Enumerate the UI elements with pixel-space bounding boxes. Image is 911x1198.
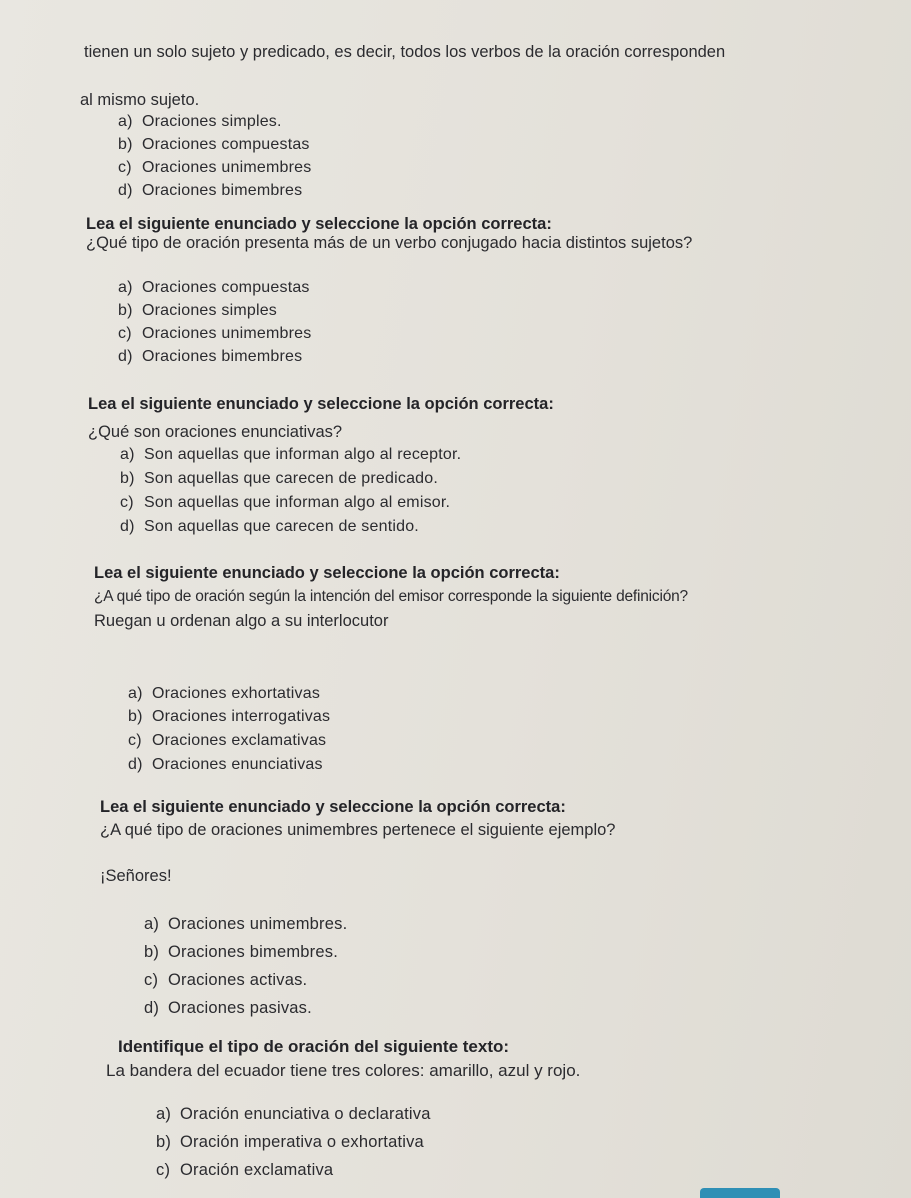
option-text: Oraciones exclamativas — [152, 732, 327, 749]
option-text: Son aquellas que informan algo al emisor. — [144, 494, 451, 511]
q5-question: ¿A qué tipo de oraciones unimembres pertenece el siguiente ejemplo? — [100, 821, 616, 839]
option-letter: a) — [118, 113, 133, 130]
q6-option-a[interactable] — [156, 1104, 431, 1124]
option-text: Oraciones compuestas — [142, 279, 310, 296]
q2-option-d[interactable] — [118, 347, 302, 367]
option-letter: c) — [128, 732, 142, 749]
q4-example: Ruegan u ordenan algo a su interlocutor — [94, 612, 389, 630]
intro-option-d[interactable] — [118, 181, 302, 201]
option-text: Oraciones pasivas. — [168, 999, 312, 1017]
option-letter: b) — [144, 943, 160, 961]
q3-option-a[interactable] — [120, 445, 461, 465]
option-text: Oraciones enunciativas — [152, 756, 323, 773]
q4-option-b[interactable] — [128, 707, 330, 727]
option-letter: a) — [144, 915, 160, 933]
q6-heading: Identifique el tipo de oración del siguiente texto: — [118, 1037, 510, 1056]
q4-heading: Lea el siguiente enunciado y seleccione la opción correcta: — [94, 564, 560, 582]
option-text: Oraciones compuestas — [142, 136, 310, 153]
q2-option-b[interactable] — [118, 301, 277, 321]
q4-question: ¿A qué tipo de oración según la intención del emisor corresponde la siguiente definición? — [94, 588, 688, 605]
option-letter: c) — [118, 325, 132, 342]
option-letter: a) — [120, 446, 135, 463]
option-text: Oraciones bimembres. — [168, 943, 338, 961]
q3-option-b[interactable] — [120, 469, 438, 489]
option-text: Oraciones unimembres — [142, 325, 312, 342]
option-text: Oraciones bimembres — [142, 182, 303, 199]
intro-line-2: al mismo sujeto. — [80, 91, 200, 109]
option-letter: d) — [128, 756, 143, 773]
option-letter: a) — [128, 685, 143, 702]
option-letter: d) — [144, 999, 160, 1017]
q6-option-c[interactable] — [156, 1160, 333, 1180]
option-letter: b) — [128, 708, 143, 725]
option-letter: b) — [118, 302, 133, 319]
q6-question: La bandera del ecuador tiene tres colores: amarillo, azul y rojo. — [106, 1061, 581, 1080]
q4-option-c[interactable] — [128, 731, 326, 751]
q5-option-b[interactable] — [144, 942, 338, 962]
option-text: Oración exclamativa — [180, 1161, 334, 1179]
option-letter: c) — [144, 971, 159, 989]
q3-heading: Lea el siguiente enunciado y seleccione la opción correcta: — [88, 395, 554, 413]
intro-option-b[interactable] — [118, 135, 310, 155]
option-letter: c) — [156, 1161, 171, 1179]
q2-option-c[interactable] — [118, 324, 311, 344]
bottom-edge-tab — [700, 1188, 780, 1198]
option-letter: c) — [120, 494, 134, 511]
q3-question: ¿Qué son oraciones enunciativas? — [88, 423, 343, 441]
option-text: Oraciones exhortativas — [152, 685, 321, 702]
q5-example: ¡Señores! — [100, 867, 172, 885]
option-text: Son aquellas que informan algo al receptor. — [144, 446, 462, 463]
q5-option-a[interactable] — [144, 914, 347, 934]
option-text: Oraciones unimembres. — [168, 915, 348, 933]
intro-option-a[interactable] — [118, 112, 282, 132]
q3-option-d[interactable] — [120, 517, 419, 537]
q4-option-a[interactable] — [128, 684, 320, 704]
option-text: Oraciones simples. — [142, 113, 282, 130]
option-text: Oraciones interrogativas — [152, 708, 331, 725]
option-letter: b) — [120, 470, 135, 487]
option-text: Oraciones simples — [142, 302, 278, 319]
q2-option-a[interactable] — [118, 278, 310, 298]
q5-option-d[interactable] — [144, 998, 312, 1018]
option-letter: d) — [120, 518, 135, 535]
option-text: Oraciones bimembres — [142, 348, 303, 365]
q3-option-c[interactable] — [120, 493, 450, 513]
option-letter: b) — [118, 136, 133, 153]
option-letter: a) — [156, 1105, 172, 1123]
intro-line-1: tienen un solo sujeto y predicado, es decir, todos los verbos de la oración corresponden — [84, 43, 726, 61]
q4-option-d[interactable] — [128, 755, 323, 775]
option-text: Oración imperativa o exhortativa — [180, 1133, 424, 1151]
option-letter: d) — [118, 348, 133, 365]
option-letter: b) — [156, 1133, 172, 1151]
option-text: Oraciones activas. — [168, 971, 308, 989]
intro-option-c[interactable] — [118, 158, 311, 178]
option-text: Son aquellas que carecen de predicado. — [144, 470, 439, 487]
option-text: Oraciones unimembres — [142, 159, 312, 176]
q5-option-c[interactable] — [144, 970, 307, 990]
option-letter: c) — [118, 159, 132, 176]
q2-heading: Lea el siguiente enunciado y seleccione la opción correcta: — [86, 215, 552, 233]
q2-question: ¿Qué tipo de oración presenta más de un verbo conjugado hacia distintos sujetos? — [86, 234, 693, 252]
option-letter: a) — [118, 279, 133, 296]
option-text: Oración enunciativa o declarativa — [180, 1105, 431, 1123]
option-text: Son aquellas que carecen de sentido. — [144, 518, 419, 535]
q6-option-b[interactable] — [156, 1132, 424, 1152]
option-letter: d) — [118, 182, 133, 199]
q5-heading: Lea el siguiente enunciado y seleccione la opción correcta: — [100, 798, 566, 816]
